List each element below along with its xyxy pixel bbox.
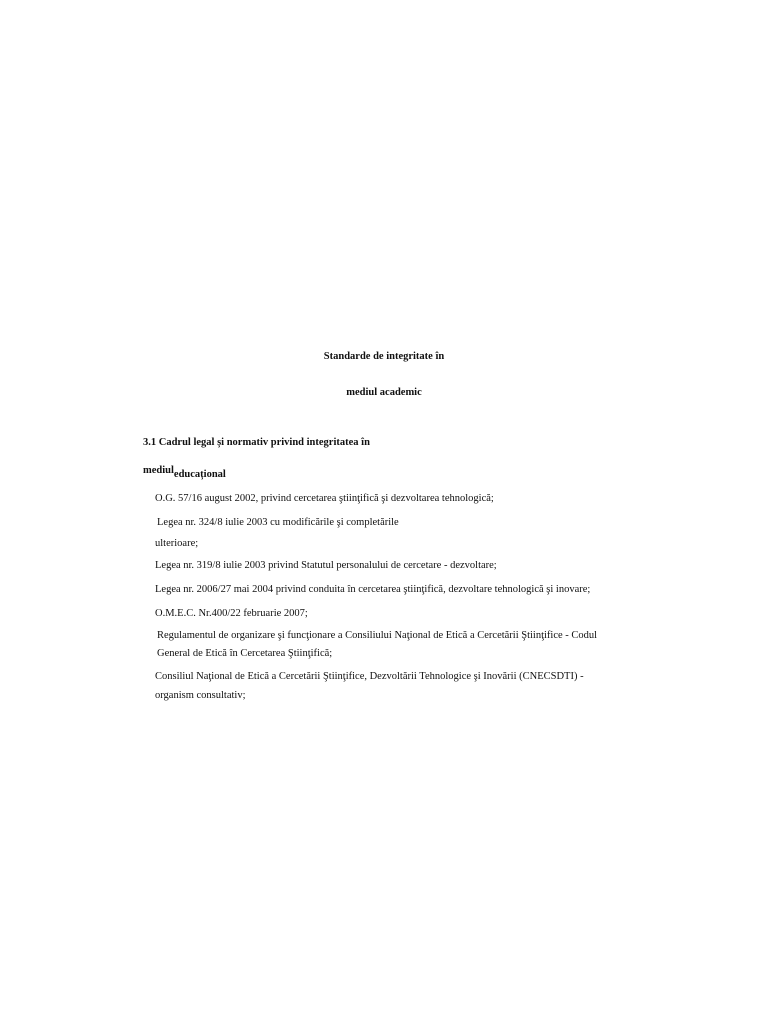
list-item: Legea nr. 2006/27 mai 2004 privind conduita în cercetarea ştiinţifică, dezvoltare tehnologică şi inovare;: [155, 584, 591, 595]
list-item: Legea nr. 319/8 iulie 2003 privind Statutul personalului de cercetare - dezvoltare;: [155, 560, 497, 571]
list-item-continuation: ulterioare;: [155, 538, 199, 549]
list-item: Regulamentul de organizare şi funcţionare a Consiliului Naţional de Etică a Cercetării Ştiinţifice - Codul: [157, 630, 598, 641]
document-title-line1: Standarde de integritate în: [323, 351, 445, 362]
section-heading-sub: educațional: [173, 469, 226, 480]
list-item: O.M.E.C. Nr.400/22 februarie 2007;: [155, 608, 308, 619]
list-item: O.G. 57/16 august 2002, privind cercetarea ştiinţifică şi dezvoltarea tehnologică;: [155, 493, 494, 504]
list-item-continuation: organism consultativ;: [155, 690, 246, 701]
document-title-line2: mediul academic: [346, 387, 422, 398]
section-heading-line2: [143, 464, 226, 480]
section-heading-line1: 3.1 Cadrul legal și normativ privind integritatea în: [143, 437, 370, 448]
section-heading-main: mediul: [143, 465, 174, 476]
list-item: Legea nr. 324/8 iulie 2003 cu modificările şi completările: [157, 517, 399, 528]
list-item: Consiliul Naţional de Etică a Cercetării Ştiinţifice, Dezvoltării Tehnologice şi Inovării (CNECSDTI) -: [155, 671, 584, 682]
list-item-continuation: General de Etică în Cercetarea Ştiinţifică;: [157, 648, 333, 659]
